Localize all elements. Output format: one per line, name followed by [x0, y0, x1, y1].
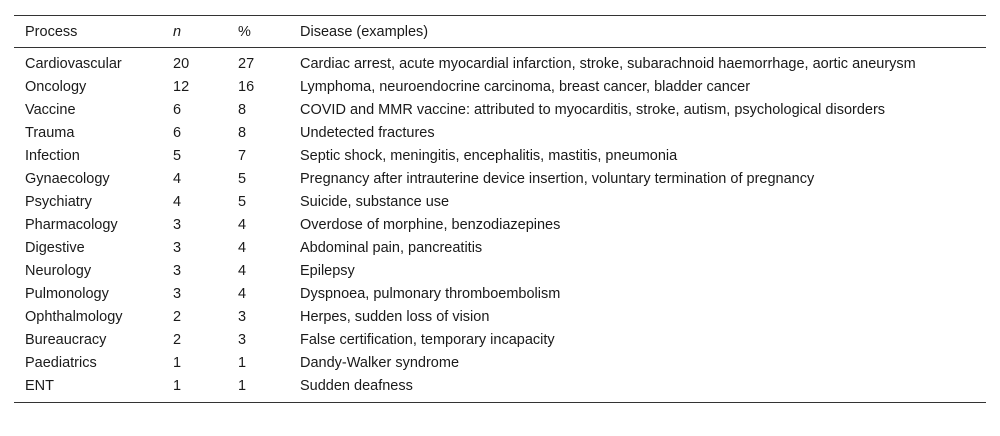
cell-disease: Pregnancy after intrauterine device insertion, voluntary termination of pregnancy [300, 171, 815, 187]
cell-disease: Septic shock, meningitis, encephalitis, mastitis, pneumonia [300, 148, 678, 164]
cell-percent: 3 [238, 309, 247, 325]
cell-process: Trauma [25, 125, 75, 141]
cell-n: 1 [173, 355, 182, 371]
table-row [14, 237, 986, 260]
cell-n: 12 [173, 79, 190, 95]
cell-percent: 7 [238, 148, 247, 164]
cell-disease: Epilepsy [300, 263, 355, 279]
cell-disease: False certification, temporary incapacity [300, 332, 555, 348]
cell-percent: 1 [238, 375, 300, 403]
cell-n: 6 [173, 102, 182, 118]
cell-disease: Dyspnoea, pulmonary thromboembolism [300, 286, 561, 302]
cell-n: 2 [173, 332, 182, 348]
cell-disease: Cardiac arrest, acute myocardial infarction, stroke, subarachnoid haemorrhage, aortic aneurysm [300, 56, 916, 72]
cell-n: 20 [173, 56, 190, 72]
cell-n: 3 [173, 263, 182, 279]
cell-disease: Lymphoma, neuroendocrine carcinoma, breast cancer, bladder cancer [300, 79, 751, 95]
cell-n: 4 [173, 171, 182, 187]
table-row [14, 260, 986, 283]
cell-percent: 5 [238, 171, 247, 187]
cell-process: Psychiatry [25, 194, 92, 210]
table-row [14, 283, 986, 306]
header-process: Process [14, 16, 173, 48]
cell-disease: COVID and MMR vaccine: attributed to myocarditis, stroke, autism, psychological disorders [300, 102, 886, 118]
table-row [14, 145, 986, 168]
table-header [14, 16, 986, 48]
table-body [14, 48, 986, 403]
cell-percent: 4 [238, 286, 247, 302]
cell-n: 6 [173, 125, 182, 141]
data-table-container [14, 15, 986, 403]
cell-disease: Sudden deafness [300, 375, 986, 403]
cell-percent: 8 [238, 102, 247, 118]
cell-disease: Undetected fractures [300, 125, 435, 141]
header-n: n [173, 16, 238, 48]
cell-n: 1 [173, 375, 238, 403]
table-row [14, 375, 986, 403]
table-row [14, 168, 986, 191]
cell-n: 2 [173, 309, 182, 325]
cell-process: Infection [25, 148, 80, 164]
cell-n: 3 [173, 217, 182, 233]
table-row [14, 214, 986, 237]
cell-n: 5 [173, 148, 182, 164]
table-row [14, 306, 986, 329]
header-row [14, 16, 986, 48]
cell-process: Pulmonology [25, 286, 109, 302]
cell-n: 3 [173, 286, 182, 302]
cell-disease: Abdominal pain, pancreatitis [300, 240, 483, 256]
cell-process: Bureaucracy [25, 332, 107, 348]
cell-process: Gynaecology [25, 171, 110, 187]
cell-process: Oncology [25, 79, 87, 95]
cell-percent: 1 [238, 355, 247, 371]
table-row [14, 122, 986, 145]
process-disease-table [14, 15, 986, 403]
cell-process: Ophthalmology [25, 309, 123, 325]
cell-n: 4 [173, 194, 182, 210]
cell-n: 3 [173, 240, 182, 256]
cell-percent: 4 [238, 240, 247, 256]
cell-percent: 3 [238, 332, 247, 348]
table-row [14, 99, 986, 122]
cell-percent: 4 [238, 263, 247, 279]
cell-process: Paediatrics [25, 355, 97, 371]
cell-process: Vaccine [25, 102, 76, 118]
cell-disease: Overdose of morphine, benzodiazepines [300, 217, 561, 233]
cell-percent: 16 [238, 79, 255, 95]
cell-percent: 5 [238, 194, 247, 210]
table-row [14, 191, 986, 214]
cell-process: ENT [14, 375, 173, 403]
cell-process: Pharmacology [25, 217, 118, 233]
header-disease: Disease (examples) [300, 16, 986, 48]
cell-process: Digestive [25, 240, 85, 256]
cell-percent: 8 [238, 125, 247, 141]
cell-disease: Herpes, sudden loss of vision [300, 309, 490, 325]
cell-percent: 27 [238, 56, 255, 72]
table-row [14, 329, 986, 352]
table-row [14, 76, 986, 99]
table-row [14, 48, 986, 77]
cell-disease: Dandy-Walker syndrome [300, 355, 460, 371]
table-row [14, 352, 986, 375]
cell-disease: Suicide, substance use [300, 194, 450, 210]
cell-process: Cardiovascular [25, 56, 122, 72]
cell-process: Neurology [25, 263, 92, 279]
header-percent: % [238, 16, 300, 48]
cell-percent: 4 [238, 217, 247, 233]
